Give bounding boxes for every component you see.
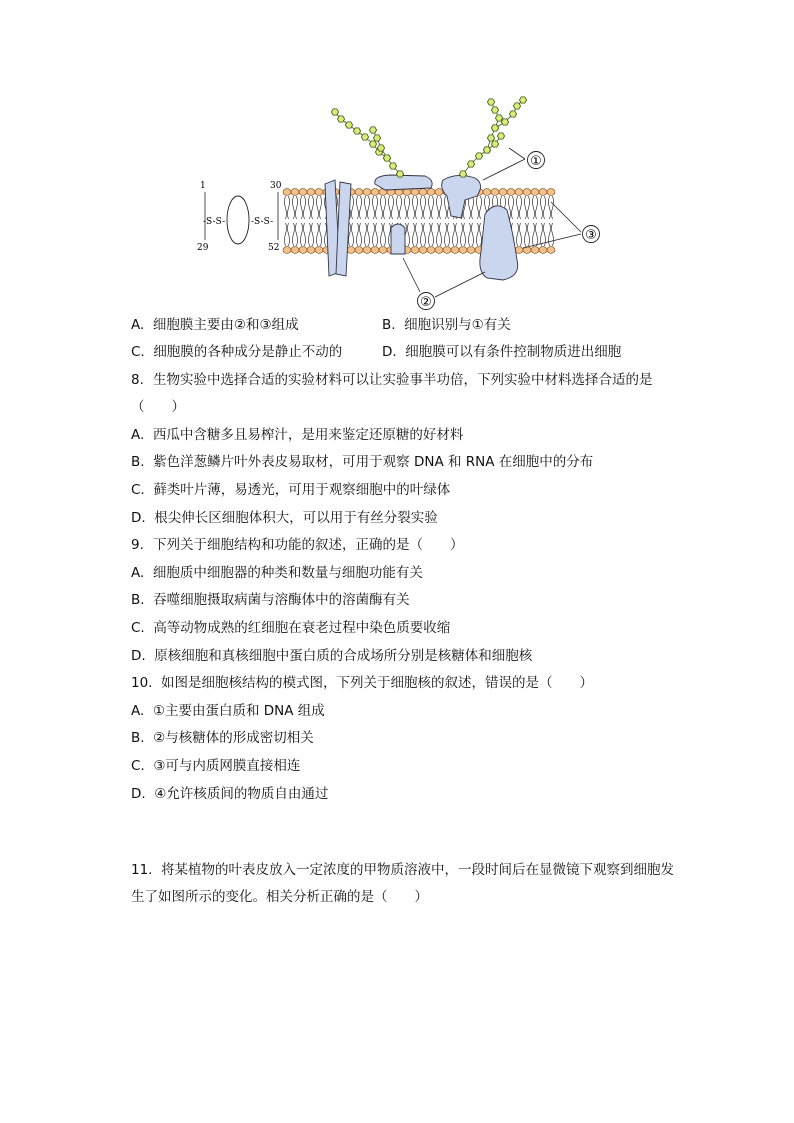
lipid-head [459, 247, 467, 254]
lipid-tail [429, 223, 434, 246]
disulfide-bond-right: -S-S- [251, 217, 274, 227]
sugar-unit [389, 163, 396, 169]
lipid-tail [389, 196, 394, 219]
sugar-unit [475, 153, 482, 159]
q10-option-d [131, 784, 328, 804]
q9-option-d [131, 646, 532, 666]
channel-protein-right [336, 182, 351, 276]
cell-membrane-figure [195, 92, 605, 314]
lipid-head [419, 247, 427, 254]
lipid-head [363, 189, 371, 196]
sugar-unit [373, 135, 380, 141]
lipid-tail [421, 223, 426, 246]
lipid-head [371, 189, 379, 196]
lipid-head [547, 189, 555, 196]
sugar-unit [337, 116, 344, 122]
lipid-tail [437, 196, 442, 219]
question-stem: 如图是细胞核结构的模式图，下列关于细胞核的叙述，错误的是（ ） [161, 675, 593, 691]
lipid-tail [405, 196, 410, 219]
option-text: 细胞识别与①有关 [404, 317, 511, 333]
lipid-tail [381, 196, 386, 219]
lipid-head [283, 189, 291, 196]
lipid-tail [349, 223, 354, 246]
lipid-head [403, 189, 411, 196]
callout-1-label: ① [530, 154, 542, 169]
lipid-head [443, 247, 451, 254]
lipid-tail [317, 196, 322, 219]
option-text: ②与核糖体的形成密切相关 [153, 730, 314, 746]
q8-option-d [131, 508, 438, 528]
question-number: 11. [131, 862, 153, 878]
lipid-head [539, 247, 547, 254]
option-key: C. [131, 344, 145, 360]
q11-stem-line2: 生了如图所示的变化。相关分析正确的是（ ） [131, 889, 428, 905]
option-text: 西瓜中含糖多且易榨汁，是用来鉴定还原糖的好材料 [152, 427, 464, 443]
option-key: B. [131, 730, 145, 746]
residue-label-52: 52 [268, 243, 280, 253]
lipid-tail [461, 223, 466, 246]
lipid-head [411, 189, 419, 196]
q7-option-a [131, 315, 299, 335]
lipid-tail [549, 196, 554, 219]
q10-stem [131, 673, 593, 693]
lipid-head [419, 189, 427, 196]
residue-label-30: 30 [270, 181, 282, 191]
question-stem: 生物实验中选择合适的实验材料可以让实验事半功倍，下列实验中材料选择合适的是 [153, 372, 653, 388]
option-key: B. [382, 317, 396, 333]
lipid-tail [437, 223, 442, 246]
option-text: ④允许核质间的物质自由通过 [154, 786, 329, 802]
lipid-head [299, 247, 307, 254]
lipid-head [483, 189, 491, 196]
lipid-head [347, 247, 355, 254]
lipid-head [507, 189, 515, 196]
option-text: 紫色洋葱鳞片叶外表皮易取材，可用于观察 DNA 和 RNA 在细胞中的分布 [153, 454, 594, 470]
lipid-head [427, 189, 435, 196]
option-key: C. [131, 620, 145, 636]
sugar-unit [501, 119, 508, 125]
lipid-tail [533, 223, 538, 246]
membrane-diagram [195, 92, 605, 314]
sugar-unit [353, 128, 360, 134]
q7-option-d [382, 342, 621, 362]
q9-option-b [131, 590, 410, 610]
lipid-tail [549, 223, 554, 246]
option-text: 细胞膜可以有条件控制物质进出细胞 [405, 344, 622, 360]
lipid-tail [381, 223, 386, 246]
lipid-tail [301, 196, 306, 219]
option-text: ③可与内质网膜直接相连 [153, 758, 301, 774]
lipid-head [363, 247, 371, 254]
option-key: D. [131, 510, 146, 526]
sugar-unit [519, 97, 526, 103]
lipid-head [307, 189, 315, 196]
lipid-head [531, 247, 539, 254]
option-key: D. [131, 648, 146, 664]
glycan-chains [331, 97, 526, 177]
lipid-tail [469, 223, 474, 246]
lipid-tail [533, 196, 538, 219]
lipid-tail [525, 223, 530, 246]
lipid-head [539, 189, 547, 196]
lipid-tail [365, 196, 370, 219]
question-number: 10. [131, 675, 153, 691]
sugar-unit [383, 155, 390, 161]
lipid-head [523, 189, 531, 196]
question-number: 8. [131, 372, 144, 388]
lipid-tail [509, 196, 514, 219]
sugar-unit [495, 115, 502, 121]
q8-option-a [131, 425, 463, 445]
q7-option-c [131, 342, 342, 362]
option-key: A. [131, 703, 145, 719]
lipid-tail [525, 196, 530, 219]
question-stem: 将某植物的叶表皮放入一定浓度的甲物质溶液中，一段时间后在显微镜下观察到细胞发 [161, 862, 674, 878]
option-key: C. [131, 482, 145, 498]
q8-option-c [131, 480, 450, 500]
option-text: ①主要由蛋白质和 DNA 组成 [152, 703, 325, 719]
lipid-head [355, 189, 363, 196]
lipid-tail [373, 196, 378, 219]
sugar-unit [361, 134, 368, 140]
lipid-tail [469, 196, 474, 219]
lipid-head [299, 189, 307, 196]
lipid-tail [317, 223, 322, 246]
residue-label-1: 1 [200, 181, 206, 191]
sugar-unit [467, 161, 474, 167]
sugar-unit [369, 141, 376, 147]
lipid-tail [429, 196, 434, 219]
lipid-head [291, 247, 299, 254]
disulfide-bond-left: -S-S- [203, 217, 226, 227]
lipid-tail [301, 223, 306, 246]
option-text: 吞噬细胞摄取病菌与溶酶体中的溶菌酶有关 [153, 592, 410, 608]
sugar-unit [487, 99, 494, 105]
q9-option-c [131, 618, 450, 638]
loop-ellipse [227, 196, 249, 244]
q11-stem-line1 [131, 860, 674, 880]
callout-3-label: ③ [585, 228, 597, 243]
lipid-tail [413, 223, 418, 246]
peripheral-protein-top [375, 175, 432, 190]
option-key: D. [131, 786, 146, 802]
embedded-protein-inner [391, 224, 405, 254]
lipid-tail [357, 196, 362, 219]
sugar-unit [345, 122, 352, 128]
lipid-tail [453, 223, 458, 246]
lipid-tail [413, 196, 418, 219]
option-key: C. [131, 758, 145, 774]
residue-label-29: 29 [197, 243, 209, 253]
sugar-unit [491, 125, 498, 131]
q8-answer-paren: （ ） [131, 399, 185, 415]
option-key: A. [131, 427, 145, 443]
callout-2-label: ② [420, 295, 432, 310]
sugar-unit [491, 141, 498, 147]
option-text: 根尖伸长区细胞体积大，可以用于有丝分裂实验 [154, 510, 438, 526]
sugar-unit [396, 171, 403, 177]
lipid-tail [293, 196, 298, 219]
lipid-tail [365, 223, 370, 246]
lipid-tail [445, 223, 450, 246]
lipid-head [435, 189, 443, 196]
lipid-tail [373, 223, 378, 246]
sugar-unit [491, 107, 498, 113]
option-text: 细胞质中细胞器的种类和数量与细胞功能有关 [152, 565, 423, 581]
option-text: 高等动物成熟的红细胞在衰老过程中染色质要收缩 [153, 620, 451, 636]
lipid-tail [309, 223, 314, 246]
lipid-head [531, 189, 539, 196]
lipid-tail [517, 223, 522, 246]
lipid-head [291, 189, 299, 196]
question-number: 9. [131, 537, 144, 553]
lipid-head [307, 247, 315, 254]
lipid-head [355, 247, 363, 254]
option-key: B. [131, 592, 145, 608]
q9-option-a [131, 563, 423, 583]
lipid-head [515, 189, 523, 196]
sugar-unit [483, 147, 490, 153]
option-key: D. [382, 344, 397, 360]
lipid-tail [293, 223, 298, 246]
lipid-head [547, 247, 555, 254]
lipid-tail [421, 196, 426, 219]
q8-option-b [131, 452, 593, 472]
sugar-unit [509, 111, 516, 117]
lipid-head [491, 189, 499, 196]
option-text: 细胞膜的各种成分是静止不动的 [153, 344, 343, 360]
lipid-head [435, 247, 443, 254]
lipid-head [379, 247, 387, 254]
sugar-unit [377, 145, 384, 151]
q10-option-a [131, 701, 325, 721]
lipid-tail [357, 223, 362, 246]
option-key: B. [131, 454, 145, 470]
lipid-tail [285, 196, 290, 219]
q9-stem [131, 535, 464, 555]
sugar-unit [497, 133, 504, 139]
option-text: 细胞膜主要由②和③组成 [152, 317, 299, 333]
question-stem: 下列关于细胞结构和功能的叙述，正确的是（ ） [153, 537, 464, 553]
q8-stem [131, 370, 653, 390]
lipid-head [499, 189, 507, 196]
sugar-unit [459, 171, 466, 177]
lipid-head [411, 247, 419, 254]
lipid-head [283, 247, 291, 254]
sugar-unit [487, 135, 494, 141]
sugar-unit [513, 103, 520, 109]
lipid-head [371, 247, 379, 254]
lipid-tail [541, 196, 546, 219]
lipid-tail [309, 196, 314, 219]
lipid-tail [285, 223, 290, 246]
lipid-tail [477, 223, 482, 246]
option-key: A. [131, 317, 145, 333]
option-text: 原核细胞和真核细胞中蛋白质的合成场所分别是核糖体和细胞核 [154, 648, 533, 664]
lipid-head [315, 189, 323, 196]
lipid-tail [397, 196, 402, 219]
option-key: A. [131, 565, 145, 581]
lipid-head [451, 247, 459, 254]
lipid-head [315, 247, 323, 254]
lipid-tail [477, 196, 482, 219]
sugar-unit [331, 109, 338, 115]
q10-option-c [131, 756, 300, 776]
lipid-head [467, 247, 475, 254]
sugar-unit [369, 127, 376, 133]
q7-option-b [382, 315, 511, 335]
option-text: 藓类叶片薄，易透光，可用于观察细胞中的叶绿体 [153, 482, 451, 498]
q10-option-b [131, 728, 314, 748]
lipid-head [427, 247, 435, 254]
lipid-tail [517, 196, 522, 219]
